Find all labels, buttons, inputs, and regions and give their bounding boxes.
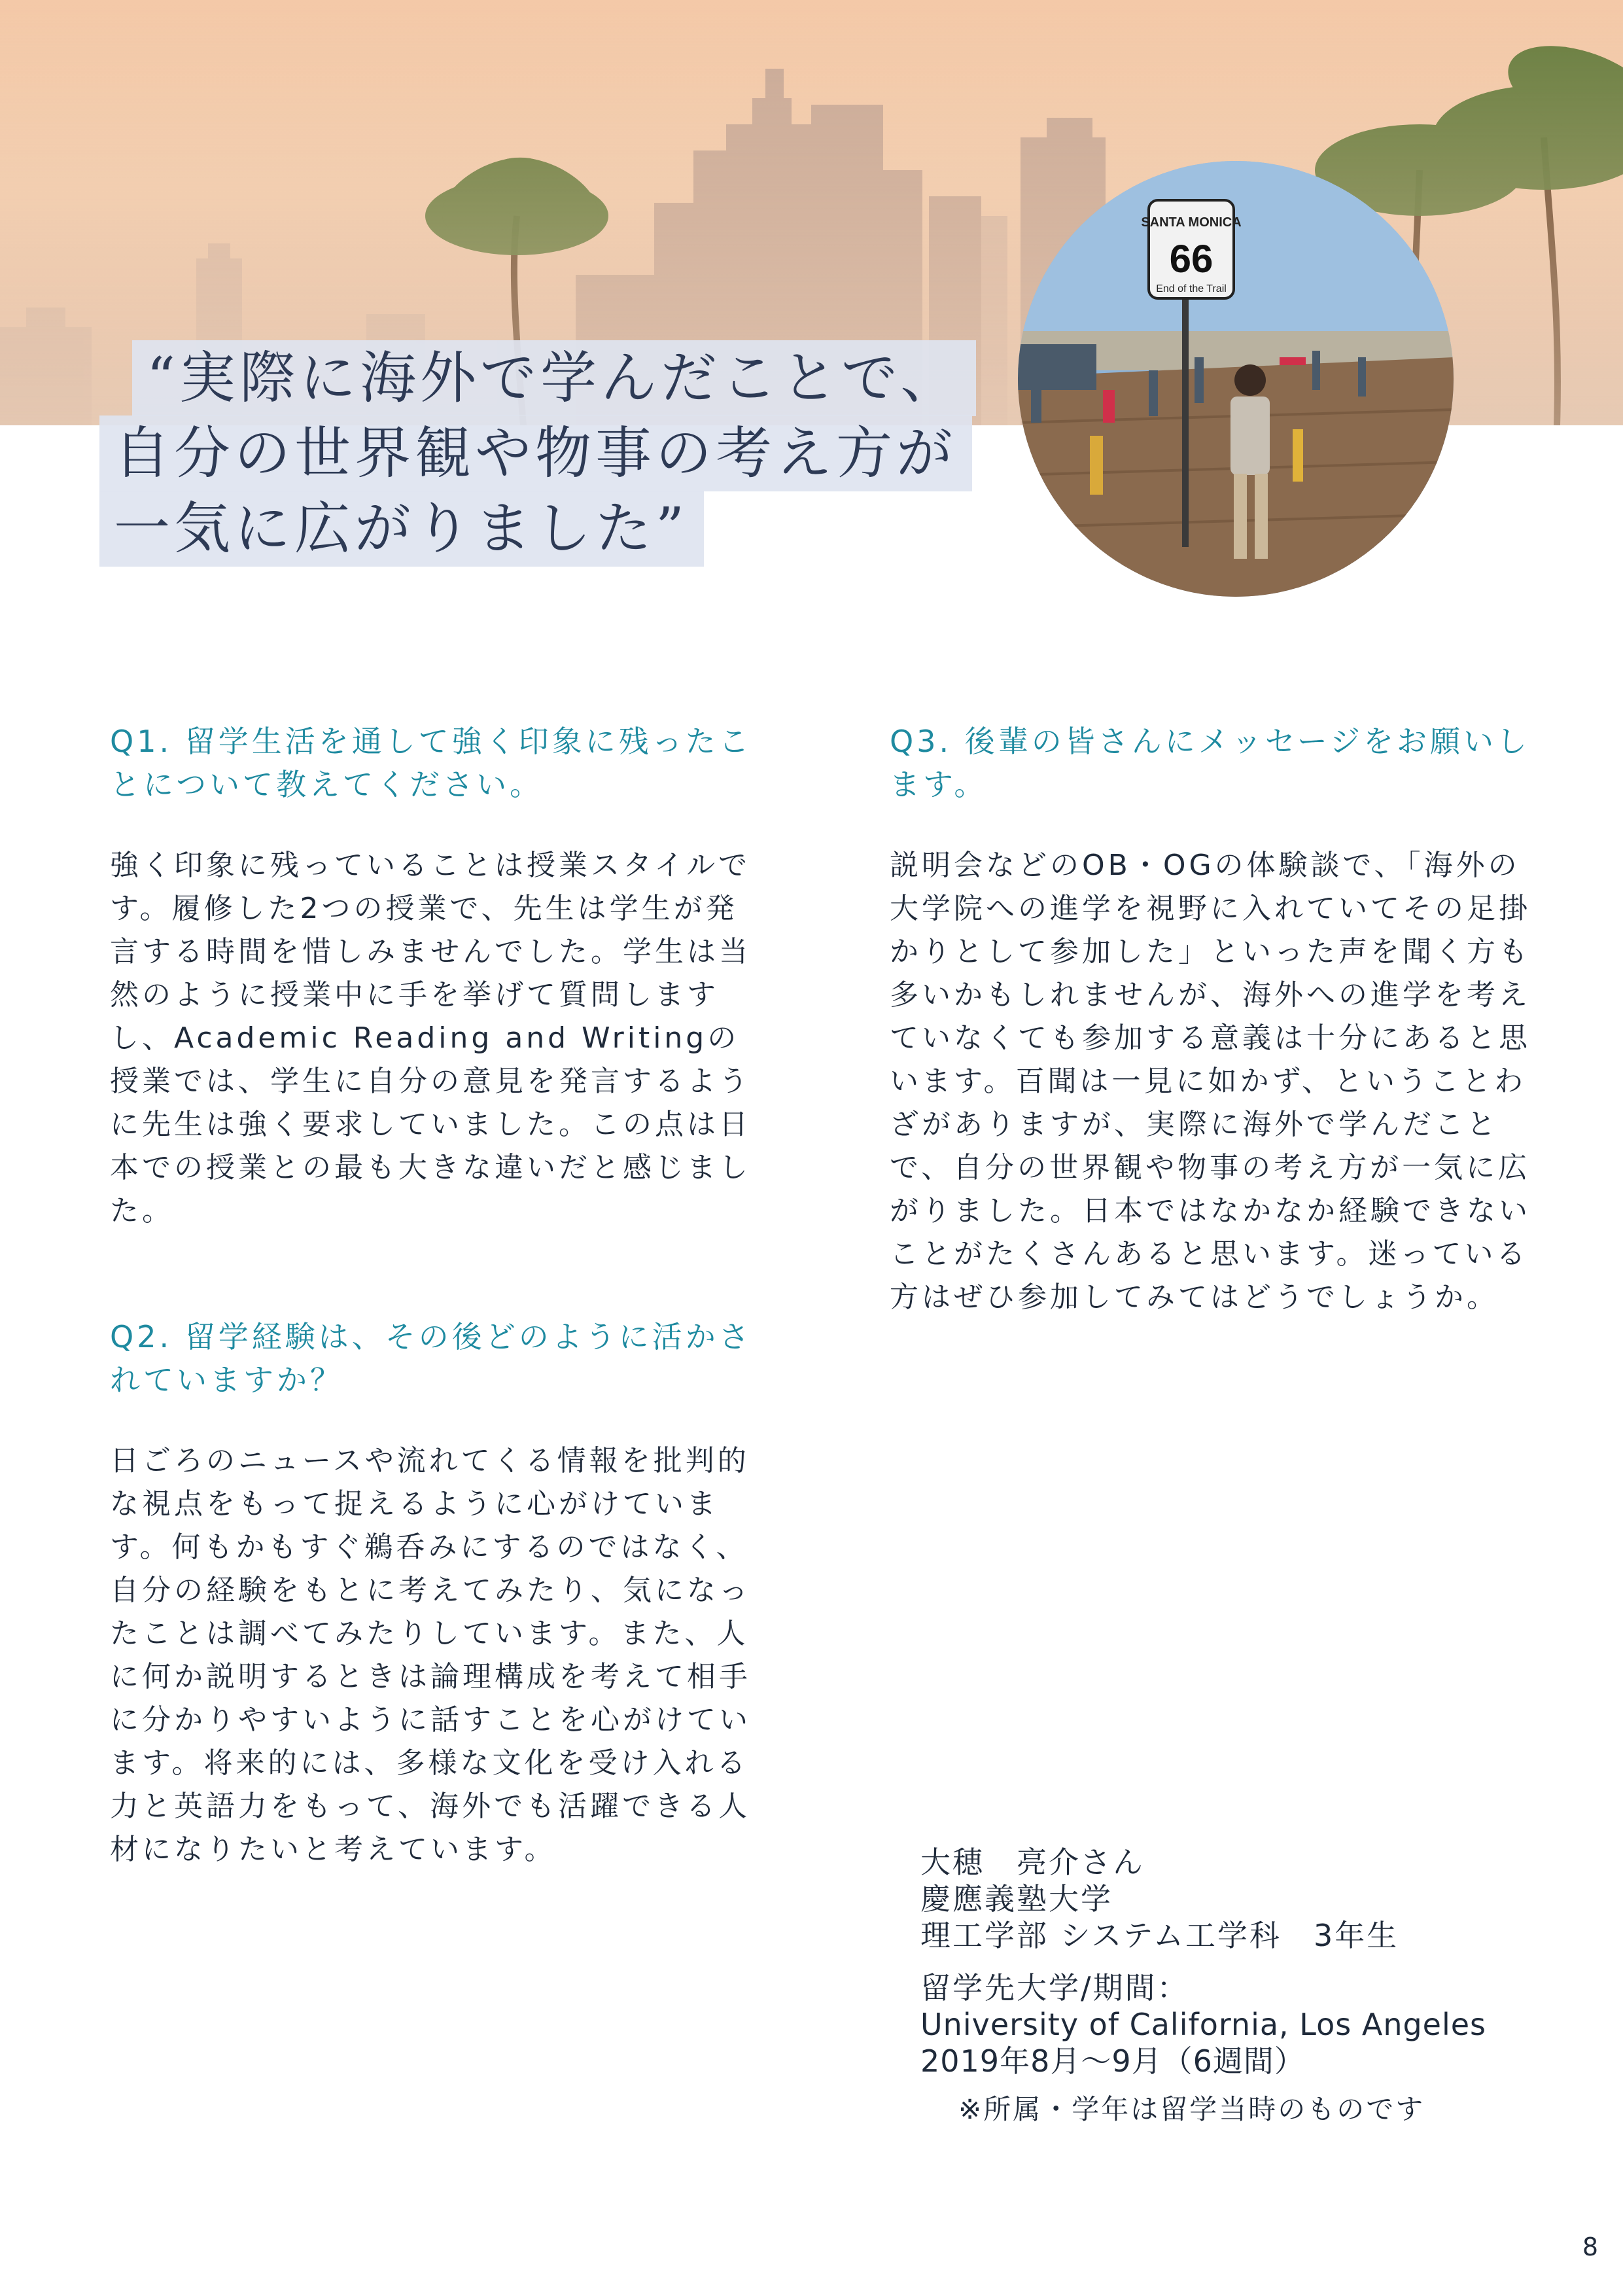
student-name: 大穂 亮介さん: [920, 1845, 1145, 1880]
q1-section: [110, 720, 764, 1233]
affiliation-note: ※所属・学年は留学当時のものです: [958, 2093, 1425, 2125]
pier-scene-illustration: [1018, 161, 1454, 597]
headline-line-2: 自分の世界観や物事の考え方が: [99, 415, 972, 491]
q3-section: [890, 720, 1544, 1319]
student-department: 理工学部 システム工学科 3年生: [920, 1918, 1399, 1953]
sign-bottom-text: End of the Trail: [1156, 283, 1227, 294]
q3-answer: 説明会などのOB・OGの体験談で、「海外の大学院への進学を視野に入れていてその足掛かりとして参加した」といった声を聞く方も多いかもしれませんが、海外への進学を考えていなくても参加する意義は十分にあると思います。百聞は一見に如かず、ということわざがありますが、実際に海外で学んだことで、自分の世界観や物事の考え方が一気に広がりました。日本ではなかなか経験できないことがたくさんあると思います。迷っている方はぜひ参加してみてはどうでしょうか。: [890, 849, 1531, 1314]
study-abroad-period: 2019年8月〜9月（6週間）: [920, 2043, 1305, 2079]
q2-section: [110, 1315, 764, 1871]
student-profile: [920, 1844, 1509, 2128]
study-abroad-school: University of California, Los Angeles: [920, 2007, 1487, 2042]
page-number: 8: [1582, 2233, 1598, 2261]
q2-answer: 日ごろのニュースや流れてくる情報を批判的な視点をもって捉えるように心がけています。何もかもすぐ鵜呑みにするのではなく、自分の経験をもとに考えてみたり、気になったことは調べてみたりしています。また、人に何か説明するときは論理構成を考えて相手に分かりやすいように話すことを心がけています。将来的には、多様な文化を受け入れる力と英語力をもって、海外でも活躍できる人材になりたいと考えています。: [110, 1444, 751, 1866]
q1-answer: 強く印象に残っていることは授業スタイルです。履修した2つの授業で、先生は学生が発言する時間を惜しみませんでした。学生は当然のように授業中に手を挙げて質問しますし、Academic Reading and Writingの授業では、学生に自分の意見を発言するように先生は強く要求していました。この点は日本での授業との最も大きな違いだと感じました。: [110, 849, 751, 1227]
q2-heading: Q2. 留学経験は、その後どのように活かされていますか？: [110, 1319, 752, 1398]
sign-number-text: 66: [1169, 237, 1213, 281]
headline-line-3: 一気に広がりました”: [99, 491, 704, 567]
q3-heading: Q3. 後輩の皆さんにメッセージをお願いします。: [890, 724, 1530, 802]
student-university: 慶應義塾大学: [920, 1881, 1113, 1916]
headline-line-1: “実際に海外で学んだことで、: [132, 340, 976, 416]
headline-quote: [99, 340, 961, 567]
study-abroad-label: 留学先大学/期間：: [920, 1970, 1189, 2005]
q1-heading: Q1. 留学生活を通して強く印象に残ったことについて教えてください。: [110, 724, 752, 802]
santa-monica-pier-photo: [1018, 161, 1454, 597]
sign-top-text: SANTA MONICA: [1141, 215, 1242, 230]
